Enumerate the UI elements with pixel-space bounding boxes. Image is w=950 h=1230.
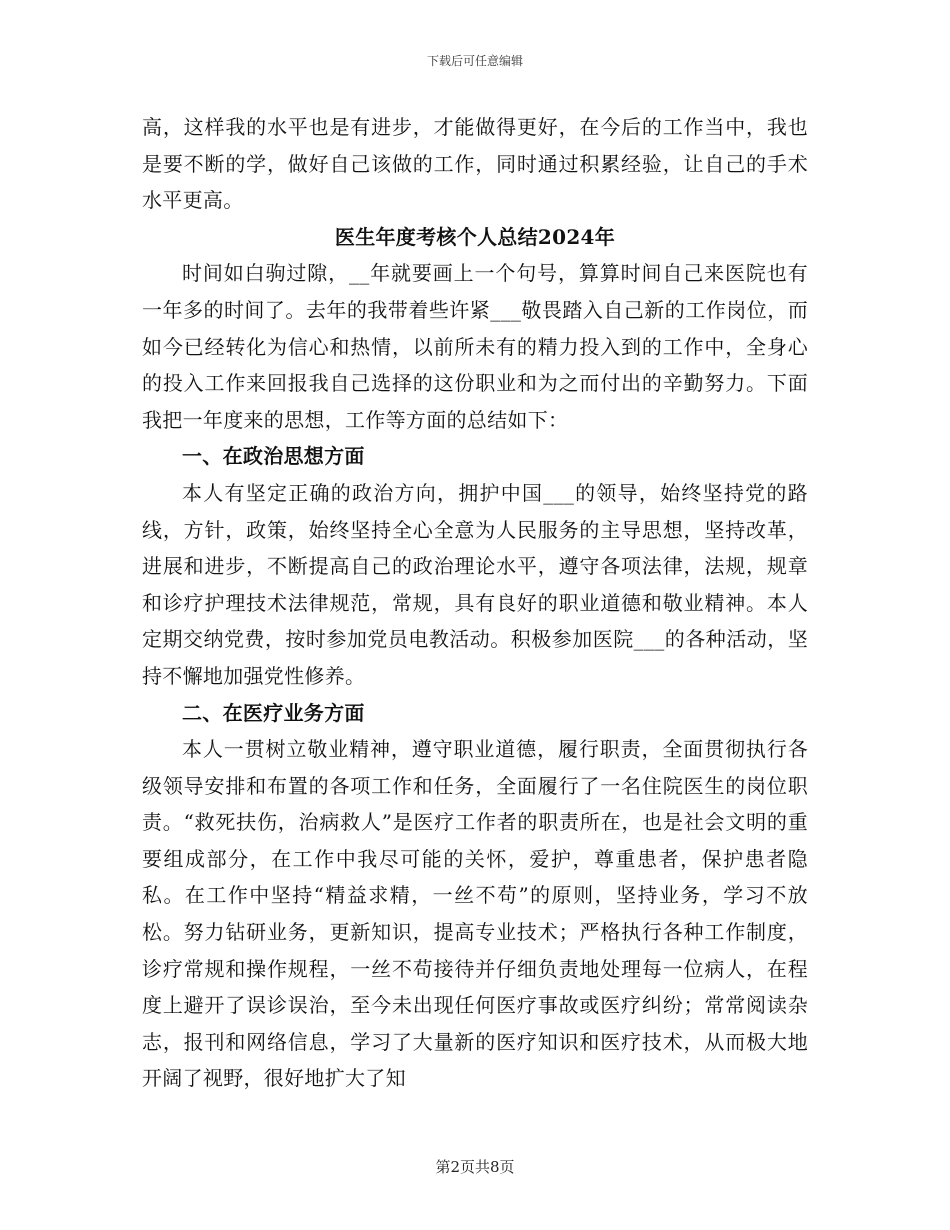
page-footer: 第2页共8页	[435, 1158, 515, 1176]
opening-paragraph: 时间如白驹过隙，__年就要画上一个句号，算算时间自己来医院也有一年多的时间了。去年的我带着些许紧___敬畏踏入自己新的工作岗位，而如今已经转化为信心和热情，以前所未有的精力投入到的工作中，全身心的投入工作来回报我自己选择的这份职业和为之而付出的辛勤努力。下面我把一年度来的思想，工作等方面的总结如下：	[142, 261, 808, 432]
intro-continuation-paragraph: 高，这样我的水平也是有进步，才能做得更好，在今后的工作当中，我也是要不断的学，做好自己该做的工作，同时通过积累经验，让自己的手术水平更高。	[142, 115, 808, 213]
document-title: 医生年度考核个人总结2024年	[334, 224, 616, 249]
page-header: 下载后可任意编辑	[426, 54, 523, 68]
section-paragraph-medical: 本人一贯树立敬业精神，遵守职业道德，履行职责，全面贯彻执行各级领导安排和布置的各项工作和任务，全面履行了一名住院医生的岗位职责。“救死扶伤，治病救人”是医疗工作者的职责所在，也是社会文明的重要组成部分，在工作中我尽可能的关怀，爱护，尊重患者，保护患者隐私。在工作中坚持“精益求精，一丝不苟”的原则，坚持业务，学习不放松。努力钻研业务，更新知识，提高专业技术；严格执行各种工作制度，诊疗常规和操作规程，一丝不苟接待并仔细负责地处理每一位病人，在程度上避开了误诊误治，至今未出现任何医疗事故或医疗纠纷；常常阅读杂志，报刊和网络信息，学习了大量新的医疗知识和医疗技术，从而极大地开阔了视野，很好地扩大了知	[142, 737, 808, 1091]
document-body	[142, 109, 808, 1097]
section-paragraph-political: 本人有坚定正确的政治方向，拥护中国___的领导，始终坚持党的路线，方针，政策，始终坚持全心全意为人民服务的主导思想，坚持改革，进展和进步，不断提高自己的政治理论水平，遵守各项法律，法规，规章和诊疗护理技术法律规范，常规，具有良好的职业道德和敬业精神。本人定期交纳党费，按时参加党员电教活动。积极参加医院___的各种活动，坚持不懈地加强党性修养。	[142, 480, 808, 688]
section-heading-medical: 二、在医疗业务方面	[182, 700, 365, 725]
section-heading-political: 一、在政治思想方面	[182, 444, 365, 469]
